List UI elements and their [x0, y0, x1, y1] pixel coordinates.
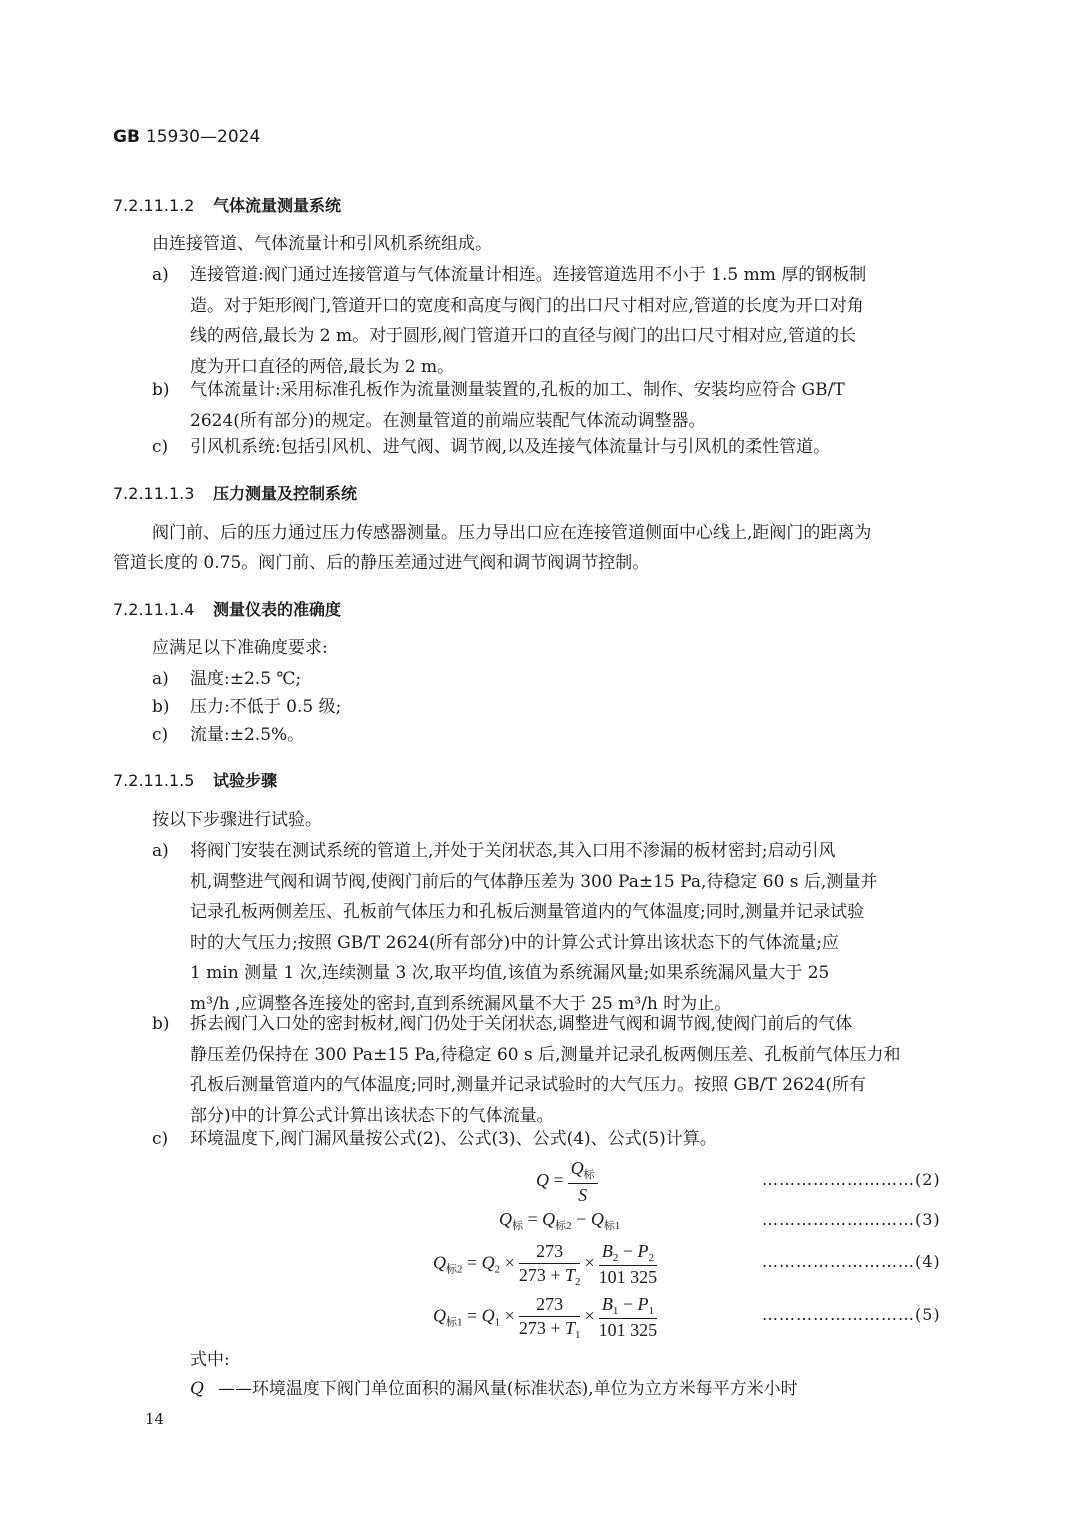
- equation-2-leader: ………………………(2): [762, 1170, 941, 1189]
- symbol: Q: [190, 1379, 204, 1399]
- list-item: c) 流量:±2.5%。: [152, 725, 305, 745]
- standard-number: GB 15930—2024: [113, 127, 261, 147]
- page-number: 14: [145, 1410, 165, 1428]
- paragraph-line: 管道长度的 0.75。阀门前、后的静压差通过进气阀和调节阀调节控制。: [113, 553, 650, 573]
- section-heading-7-2-11-1-5: 7.2.11.1.5 试验步骤: [113, 771, 278, 790]
- equation-4: $Q_{标2} = Q_2$ × $\frac{273}{273 + T_2}$ × $\frac{B_2 - P_2}{101 325}$: [433, 1241, 658, 1288]
- list-item: b) 气体流量计:采用标准孔板作为流量测量装置的,孔板的加工、制作、安装均应符合 GB/T 2624(所有部分)的规定。在测量管道的前端应装配气体流动调整器。: [152, 380, 845, 431]
- paragraph-line: 阀门前、后的压力通过压力传感器测量。压力导出口应在连接管道侧面中心线上,距阀门的距离为: [152, 523, 872, 543]
- where-label: 式中:: [190, 1350, 230, 1370]
- list-item: c) 引风机系统:包括引风机、进气阀、调节阀,以及连接气体流量计与引风机的柔性管道。: [152, 437, 831, 457]
- equation-3: $Q_标 = Q_{标2} - Q_{标1}$: [499, 1209, 621, 1232]
- equation-2: Q = $\frac{Q_标}{S}$: [536, 1158, 602, 1206]
- equation-4-leader: ………………………(4): [762, 1252, 941, 1271]
- section-heading-7-2-11-1-4: 7.2.11.1.4 测量仪表的准确度: [113, 600, 342, 619]
- list-item: b) 拆去阀门入口处的密封板材,阀门仍处于关闭状态,调整进气阀和调节阀,使阀门前后的气体 静压差仍保持在 300 Pa±15 Pa,待稳定 60 s 后,测量并记录孔板两侧压差、孔板前气体压力和 孔板后测量管道内的气体温度;同时,测量并记录试验时的大气压力。按照 GB/T 2624(所有 部分)中的计算公式计算出该状态下的气体流量。: [152, 1014, 901, 1126]
- symbol-definition: [190, 1374, 798, 1404]
- equation-5-leader: ………………………(5): [762, 1305, 941, 1324]
- list-item: b) 压力:不低于 0.5 级;: [152, 697, 342, 717]
- paragraph: 按以下步骤进行试验。: [152, 810, 322, 830]
- list-item: a) 连接管道:阀门通过连接管道与气体流量计相连。连接管道选用不小于 1.5 mm 厚的钢板制 造。对于矩形阀门,管道开口的宽度和高度与阀门的出口尺寸相对应,管道的长度为开口对角 线的两倍,最长为 2 m。对于圆形,阀门管道开口的直径与阀门的出口尺寸相对应,管道的长 度为开口直径的两倍,最长为 2 m。: [152, 265, 867, 377]
- equation-5: $Q_{标1} = Q_1$ × $\frac{273}{273 + T_1}$ × $\frac{B_1 - P_1}{101 325}$: [433, 1294, 658, 1341]
- section-heading-7-2-11-1-2: 7.2.11.1.2 气体流量测量系统: [113, 196, 342, 215]
- paragraph: 应满足以下准确度要求:: [152, 638, 328, 658]
- list-item: a) 将阀门安装在测试系统的管道上,并处于关闭状态,其入口用不渗漏的板材密封;启动引风 机,调整进气阀和调节阀,使阀门前后的气体静压差为 300 Pa±15 Pa,待稳定 60 s 后,测量并 记录孔板两侧差压、孔板前气体压力和孔板后测量管道内的气体温度;同时,测量并记录试验 时的大气压力;按照 GB/T 2624(所有部分)中的计算公式计算出该状态下的气体流量;应 1 min 测量 1 次,连续测量 3 次,取平均值,该值为系统漏风量;如果系统漏风量大于 25 m³/h ,应调整各连接处的密封,直到系统漏风量不大于 25 m³/h 时为止。: [152, 841, 878, 1014]
- equation-3-leader: ………………………(3): [762, 1210, 941, 1229]
- paragraph: 由连接管道、气体流量计和引风机系统组成。: [152, 234, 492, 254]
- section-heading-7-2-11-1-3: 7.2.11.1.3 压力测量及控制系统: [113, 484, 358, 503]
- definition: ——环境温度下阀门单位面积的漏风量(标准状态),单位为立方米每平方米小时: [217, 1379, 798, 1399]
- list-item: a) 温度:±2.5 ℃;: [152, 669, 302, 689]
- list-item: c) 环境温度下,阀门漏风量按公式(2)、公式(3)、公式(4)、公式(5)计算。: [152, 1129, 717, 1149]
